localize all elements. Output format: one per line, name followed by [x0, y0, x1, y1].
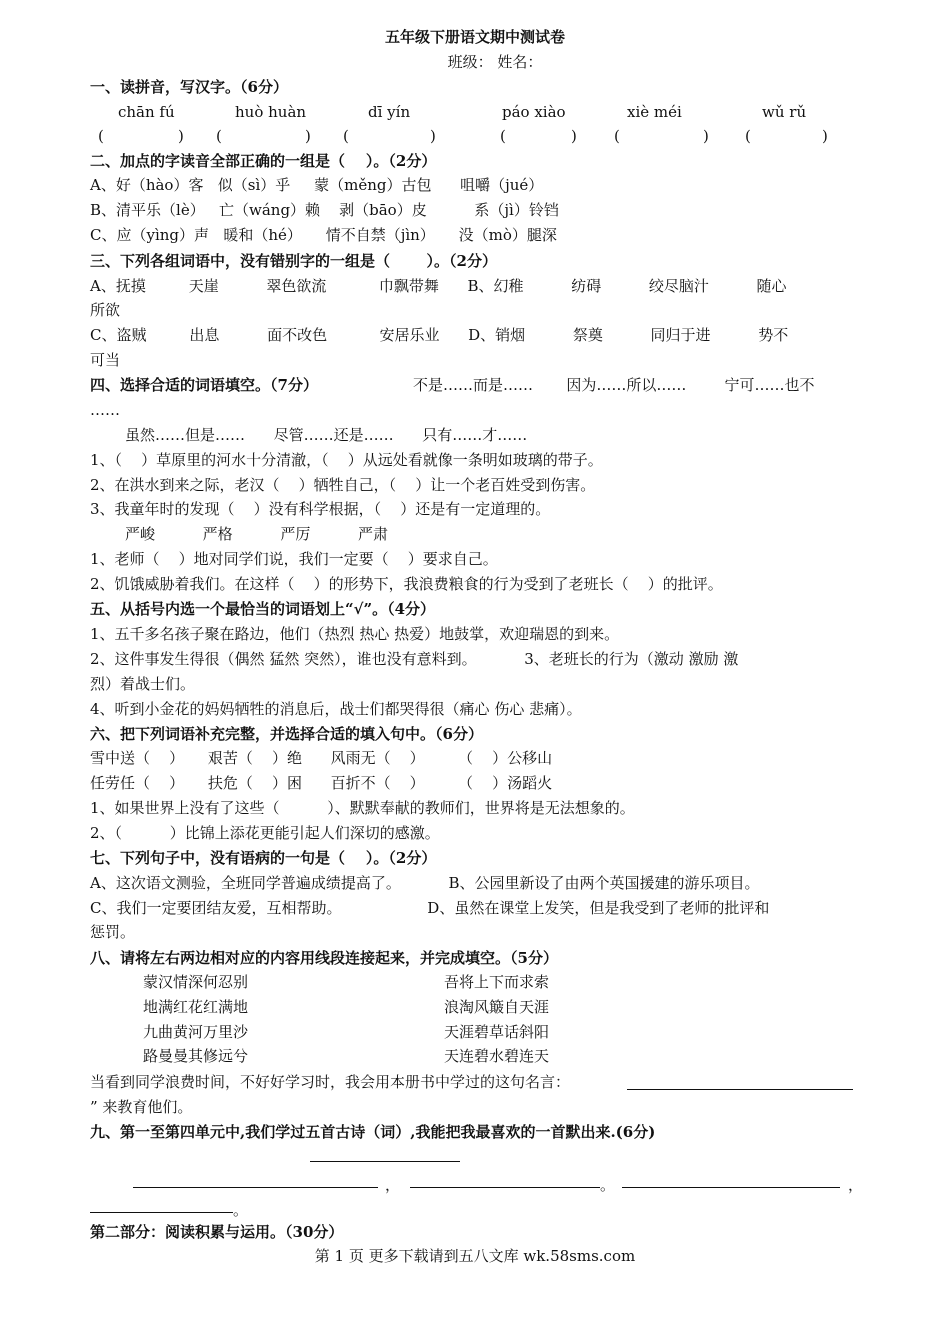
option-line: C、盗贼 出息 面不改色 安居乐业 D、销烟 祭奠 同归于进 势不 — [90, 326, 789, 344]
poem-line-1[interactable] — [133, 1187, 378, 1188]
option-line: 惩罚。 — [90, 923, 136, 941]
paren-close: ) — [703, 127, 709, 145]
section-1-heading: 一、读拼音，写汉字。（6分） — [90, 78, 288, 96]
idiom-row: 任劳任（ ） 扶危（ ）困 百折不（ ） （ ）汤蹈火 — [90, 774, 553, 792]
pinyin: dī yín — [368, 103, 411, 121]
answer-line[interactable] — [627, 1089, 853, 1090]
paren-close: ) — [430, 127, 436, 145]
pinyin: chān fú — [118, 103, 175, 121]
left-item: 九曲黄河万里沙 — [143, 1023, 249, 1041]
class-name-line: 班级： 姓名： — [447, 53, 543, 71]
pinyin: huò huàn — [235, 103, 307, 121]
poem-line-3[interactable] — [622, 1187, 840, 1188]
section-2-heading: 二、加点的字读音全部正确的一组是（ ）。（2分） — [90, 152, 437, 170]
section-5-heading: 五、从括号内选一个最恰当的词语划上“√”。（4分） — [90, 600, 436, 618]
section-9-heading: 九、第一至第四单元中,我们学过五首古诗（词）,我能把我最喜欢的一首默出来.(6分) — [90, 1123, 656, 1141]
paren-open: ( — [500, 127, 506, 145]
paren-close: ) — [178, 127, 184, 145]
right-item: 天涯碧草话斜阳 — [444, 1023, 550, 1041]
question: 4、听到小金花的妈妈牺牲的消息后，战士们都哭得很（痛心 伤心 悲痛）。 — [90, 700, 582, 718]
comma: ， — [385, 1176, 401, 1194]
paren-open: ( — [98, 127, 104, 145]
page-title: 五年级下册语文期中测试卷 — [384, 28, 565, 46]
option-b: B、清平乐（lè） 亡（wáng）赖 剥（bāo）皮 系（jì）铃铛 — [90, 201, 559, 219]
paren-open: ( — [614, 127, 620, 145]
paren-close: ) — [571, 127, 577, 145]
pinyin: wǔ rǔ — [762, 103, 807, 121]
poem-title-line[interactable] — [310, 1161, 460, 1162]
option-line: A、这次语文测验，全班同学普遍成绩提高了。 B、公园里新设了由两个英国援建的游乐项目。 — [90, 874, 760, 892]
question: 1、五千多名孩子聚在路边，他们（热烈 热心 热爱）地鼓掌，欢迎瑞恩的到来。 — [90, 625, 620, 643]
right-item: 天连碧水碧连天 — [444, 1047, 550, 1065]
period: 。 — [600, 1176, 616, 1194]
right-item: 浪淘风簸自天涯 — [444, 998, 550, 1016]
section-7-heading: 七、下列句子中，没有语病的一句是（ ）。（2分） — [90, 849, 437, 867]
left-item: 蒙汉情深何忍别 — [143, 973, 249, 991]
part-2-heading: 第二部分：阅读积累与运用。（30分） — [90, 1223, 344, 1241]
right-item: 吾将上下而求索 — [444, 973, 550, 991]
fill-end: ” 来教育他们。 — [90, 1098, 193, 1116]
option-a: A、好（hào）客 似（sì）乎 蒙（měng）古包 咀嚼（jué） — [90, 176, 544, 194]
question: 1、如果世界上没有了这些（ ）、默默奉献的教师们，世界将是无法想象的。 — [90, 799, 635, 817]
paren-open: ( — [343, 127, 349, 145]
paren-open: ( — [745, 127, 751, 145]
comma: ， — [848, 1176, 864, 1194]
word-options: 严峻 严格 严厉 严肃 — [125, 525, 389, 543]
pinyin: xiè méi — [627, 103, 682, 121]
idiom-row: 雪中送（ ） 艰苦（ ）绝 风雨无（ ） （ ）公移山 — [90, 749, 553, 767]
period: 。 — [233, 1201, 249, 1219]
connector-options: …… — [90, 401, 120, 419]
section-8-heading: 八、请将左右两边相对应的内容用线段连接起来，并完成填空。（5分） — [90, 949, 558, 967]
left-item: 地满红花红满地 — [143, 998, 249, 1016]
option-line: C、我们一定要团结友爱，互相帮助。 D、虽然在课堂上发笑，但是我受到了老师的批评和 — [90, 899, 770, 917]
section-6-heading: 六、把下列词语补充完整，并选择合适的填入句中。（6分） — [90, 725, 483, 743]
paren-close: ) — [305, 127, 311, 145]
question: 1、（ ）草原里的河水十分清澈，（ ）从远处看就像一条明如玻璃的带子。 — [90, 451, 603, 469]
question: 烈）着战士们。 — [90, 675, 196, 693]
paren-close: ) — [822, 127, 828, 145]
question: 2、（ ）比锦上添花更能引起人们深切的感激。 — [90, 824, 440, 842]
fill-prompt: 当看到同学浪费时间，不好好学习时，我会用本册书中学过的这句名言： — [90, 1073, 571, 1091]
paren-open: ( — [216, 127, 222, 145]
question: 2、在洪水到来之际，老汉（ ）牺牲自己，（ ）让一个老百姓受到伤害。 — [90, 476, 596, 494]
left-item: 路曼曼其修远兮 — [143, 1047, 249, 1065]
connector-options: 不是……而是…… 因为……所以…… 宁可……也不 — [413, 376, 815, 394]
section-4-heading: 四、选择合适的词语填空。（7分） — [90, 376, 318, 394]
poem-line-2[interactable] — [410, 1187, 600, 1188]
pinyin: páo xiào — [502, 103, 566, 121]
connector-options: 虽然……但是…… 尽管……还是…… 只有……才…… — [125, 426, 528, 444]
question: 2、饥饿威胁着我们。在这样（ ）的形势下，我浪费粮食的行为受到了老班长（ ）的批评。 — [90, 575, 723, 593]
question: 1、老师（ ）地对同学们说，我们一定要（ ）要求自己。 — [90, 550, 498, 568]
option-line: 可当 — [90, 351, 121, 369]
section-3-heading: 三、下列各组词语中，没有错别字的一组是（ ）。（2分） — [90, 252, 497, 270]
option-line: A、抚摸 天崖 翠色欲流 巾飘带舞 B、幻稚 纺碍 绞尽脑汁 随心 — [90, 277, 787, 295]
poem-line-4[interactable] — [90, 1212, 233, 1213]
question: 3、我童年时的发现（ ）没有科学根据，（ ）还是有一定道理的。 — [90, 500, 551, 518]
page-footer: 第 1 页 更多下载请到五八文库 wk.58sms.com — [314, 1247, 636, 1265]
question: 2、这件事发生得很（偶然 猛然 突然），谁也没有意料到。 3、老班长的行为（激动 激励 激 — [90, 650, 739, 668]
option-c: C、应（yìng）声 暖和（hé） 情不自禁（jìn） 没（mò）腿深 — [90, 226, 557, 244]
option-line: 所欲 — [90, 301, 121, 319]
